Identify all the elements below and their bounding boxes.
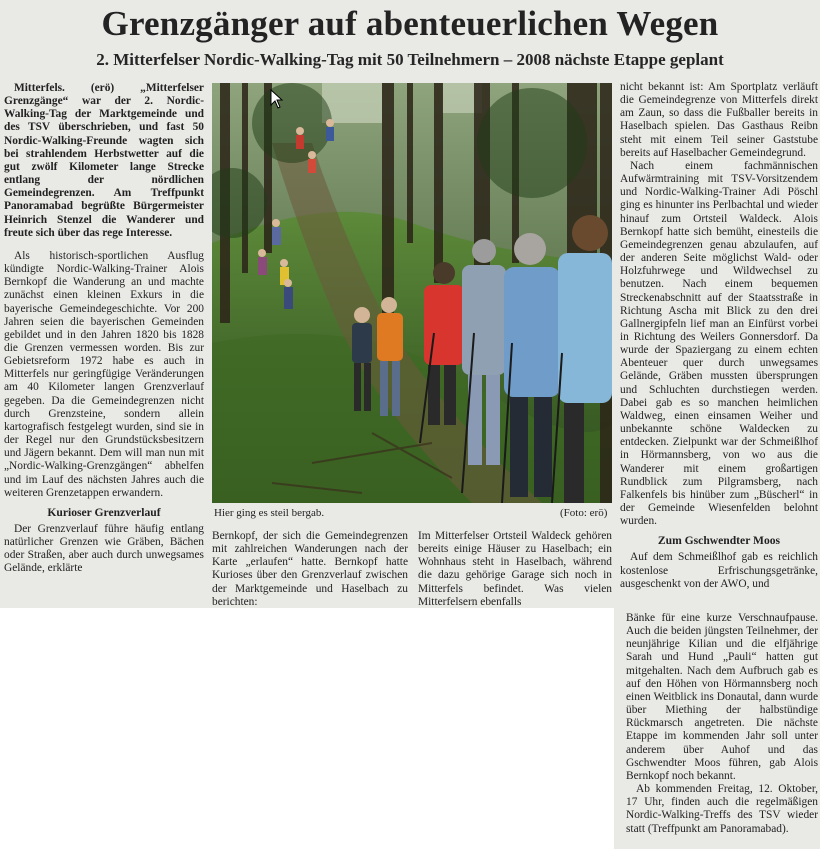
body-paragraph: nicht bekannt ist: Am Sportplatz verläuft die Gemeindegrenze von Mitterfels direkt am Zaun, so dass die Fußballer bereits in Haselbach spielen. Das Gasthaus Reibn steht mit einem Teil seiner Gaststube bereits auf Haselbacher Gemeindegrund.: [620, 81, 818, 159]
body-paragraph: Nach einem fachmännischen Aufwärmtraining mit TSV-Vorsitzendem und Nordic-Walking-Trainer Adi Pöschl ging es hinunter ins Perlbachtal und wieder hinauf zum Ortsteil Waldeck. Alois Bernkopf hatte sich bemüht, einesteils die Gemeindegrenzen genau abzulaufen, auf der anderen Seite möglichst Wald- oder Holzfuhrwege und Wildwechsel zu benutzen. Nach einem bequemen Streckenabschnitt auf der Staatsstraße in Richtung Ascha mit Blick zu den drei Gallnergipfeln lief man an Einfürst vorbei in Richtung des Weilers Gonnersdorf. Da wurde der Spaziergang zu einem echten Abenteuer quer durch unwegsames Gelände, Gräben mussten übersprungen und Schluchten durchstiegen werden. Dabei gab es so manchen heimlichen Waldweg, einen einsamen Weiher und unbekannte schöne Waldecken zu entdecken. Zielpunkt war der Schmeißlhof in Hörmannsberg, von wo aus die Wanderer mit einem großartigen Rundblick zum Pilgramsberg, nach Falkenfels bis hinüber zum „Büscherl“ in der Gemeinde Wiesenfelden belohnt wurden.: [620, 159, 818, 528]
body-paragraph: Bänke für eine kurze Verschnaufpause. Auch die beiden jüngsten Teilnehmer, der neunjährige Kilian und die elfjährige Sarah und Hund „Pauli“ hatten gut mitgehalten. Nach dem Aufbruch gab es auf den Höhen von Hörmannsberg noch einen Weitblick ins Donautal, dann wurde über Miething der halbstündige Rückmarsch angetreten. Die nächste Etappe im kommenden Jahr soll unter anderem über Auhof und das Gschwendter Moos führen, gab Alois Bernkopf noch bekannt.: [626, 612, 818, 782]
article-headline: Grenzgänger auf abenteuerlichen Wegen: [101, 4, 719, 43]
lead-paragraph: Mitterfels. (erö) „Mitterfelser Grenzgänge“ war der 2. Nordic-Walking-Tag der Marktgemeinde und des TSV überschrieben, und fast 50 Nordic-Walking-Freunde wagten sich bei strahlendem Herbstwetter auf die gut zwölf Kilometer lange Strecke entlang der nördlichen Gemeindegrenzen. Am Treffpunkt Panoramabad begrüßte Bürgermeister Heinrich Stenzel die Wanderer und freute sich über das rege Interesse.: [4, 82, 204, 239]
text-column-4: [620, 81, 818, 591]
photo-credit: (Foto: erö): [560, 507, 608, 519]
forest-walkers-image: [212, 83, 612, 503]
text-column-1: [4, 82, 204, 576]
body-paragraph: Ab kommenden Freitag, 12. Oktober, 17 Uhr, finden auch die regelmäßigen Nordic-Walking-Treffs des TSV wieder statt (Treffpunkt am Panoramabad).: [626, 783, 818, 835]
article-subheadline: 2. Mitterfelser Nordic-Walking-Tag mit 50 Teilnehmern – 2008 nächste Etappe geplant: [96, 50, 724, 69]
section-subtitle: Zum Gschwendter Moos: [657, 534, 781, 548]
mouse-pointer-icon: [270, 89, 284, 109]
body-paragraph: Als historisch-sportlichen Ausflug kündigte Nordic-Walking-Trainer Alois Bernkopf die Wanderung an und machte zunächst einen kleinen Exkurs in die bayerische Gemeindegeschichte. Vor 200 Jahren seien die bayerischen Gemeinden gebildet und in den Jahren 1820 bis 1828 die Grenzen vermessen worden. Bis zur Gebietsreform 1972 habe es auch in Mitterfels nur geringfügige Veränderungen am 40 Kilometer langen Grenzverlauf gegeben. Da die Gemeindegrenzen nicht durch Grenzsteine, sondern allein kartografisch festgelegt wurden, sind sie in der Regel nur den Grundstücksbesitzern und Jägern bekannt. Dem will man nun mit „Nordic-Walking-Grenzgängen“ abhelfen und im Lauf des nächsten Jahres auch die weiteren Grenzetappen erwandern.: [4, 249, 204, 499]
photo-caption: Hier ging es steil bergab.: [214, 507, 325, 519]
text-column-3: [418, 530, 612, 609]
section-subtitle: Kurioser Grenzverlauf: [47, 505, 161, 519]
body-paragraph: Im Mitterfelser Ortsteil Waldeck gehören bereits einige Häuser zu Haselbach; ein Wohnhaus steht in Haselbach, während die dazu gehörige Garage sich noch in Mitterfels befindet. Was vielen Mitterfelsern ebenfalls: [418, 530, 612, 608]
text-column-4-continuation: [626, 612, 818, 836]
article-photo: [212, 83, 612, 503]
body-paragraph: Bernkopf, der sich die Gemeindegrenzen mit zahlreichen Wanderungen nach der Karte „erlaufen“ hatte. Bernkopf hatte Kurioses über den Grenzverlauf zwischen der Marktgemeinde und Haselbach zu berichten:: [212, 530, 408, 608]
body-paragraph: Der Grenzverlauf führe häufig entlang natürlicher Grenzen wie Gräben, Bächen oder Straßen, aber auch durch unwegsames Gelände, erklärte: [4, 523, 204, 575]
body-paragraph: Auf dem Schmeißlhof gab es reichlich kostenlose Erfrischungsgetränke, ausgeschenkt von der AWO, und: [620, 551, 818, 590]
text-column-2: [212, 530, 408, 609]
